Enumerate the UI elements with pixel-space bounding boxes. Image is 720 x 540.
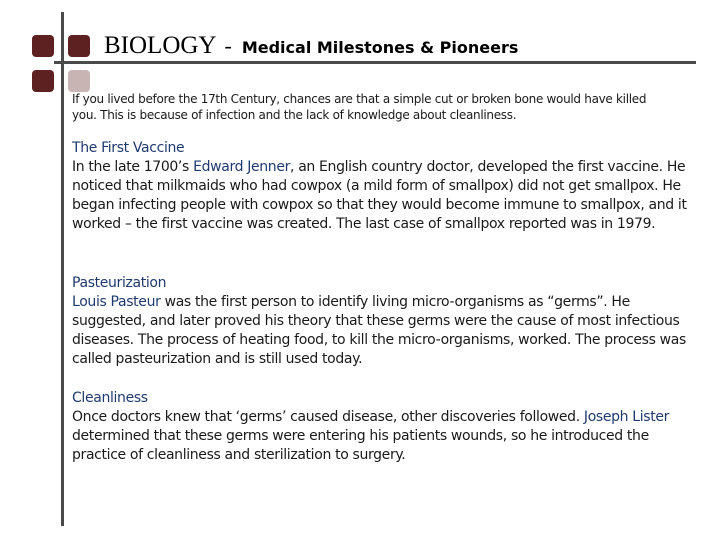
section-pasteurization [72, 274, 692, 369]
vertical-rule [61, 12, 64, 526]
intro-paragraph: If you lived before the 17th Century, chances are that a simple cut or broken bone would have killed you. This is because of infection and the lack of knowledge about cleanliness. [72, 92, 647, 122]
pioneer-name: Louis Pasteur [72, 294, 161, 310]
pioneer-name: Edward Jenner [193, 159, 290, 175]
body-text: Once doctors knew that ‘germs’ caused disease, other discoveries followed. [72, 409, 584, 425]
pioneer-name: Joseph Lister [583, 409, 670, 425]
section-cleanliness [72, 389, 692, 465]
title-separator: - [224, 33, 232, 58]
section-body [72, 408, 692, 465]
page-title [104, 32, 518, 62]
body-text: , an English country doctor, developed the first vaccine. He noticed that milkmaids who had cowpox (a mild form of smallpox) did not get smallpox. He began infecting people with cowpox so that they would become immune to smallpox, and it worked – the first vaccine was created. The last case of smallpox reported was in 1979. [72, 159, 687, 232]
section-first-vaccine [72, 139, 692, 234]
decor-square-2 [68, 35, 90, 57]
title-main: BIOLOGY [104, 32, 217, 59]
body-text: In the late 1700’s [72, 159, 194, 175]
decor-square-4 [68, 70, 90, 92]
section-heading: The First Vaccine [72, 140, 185, 156]
decor-square-3 [32, 70, 54, 92]
body-text: determined that these germs were entering his patients wounds, so he introduced the practice of cleanliness and sterilization to surgery. [72, 428, 649, 463]
section-body [72, 158, 692, 234]
decor-square-1 [32, 35, 54, 57]
section-heading: Cleanliness [72, 390, 148, 406]
section-heading: Pasteurization [72, 275, 167, 291]
body-text: was the first person to identify living micro-organisms as “germs”. He suggested, and later proved his theory that these germs were the cause of most infectious diseases. The process of heating food, to kill the micro-organisms, worked. The process was called pasteurization and is still used today. [72, 294, 686, 367]
title-subtitle: Medical Milestones & Pioneers [241, 38, 519, 57]
section-body [72, 293, 692, 369]
